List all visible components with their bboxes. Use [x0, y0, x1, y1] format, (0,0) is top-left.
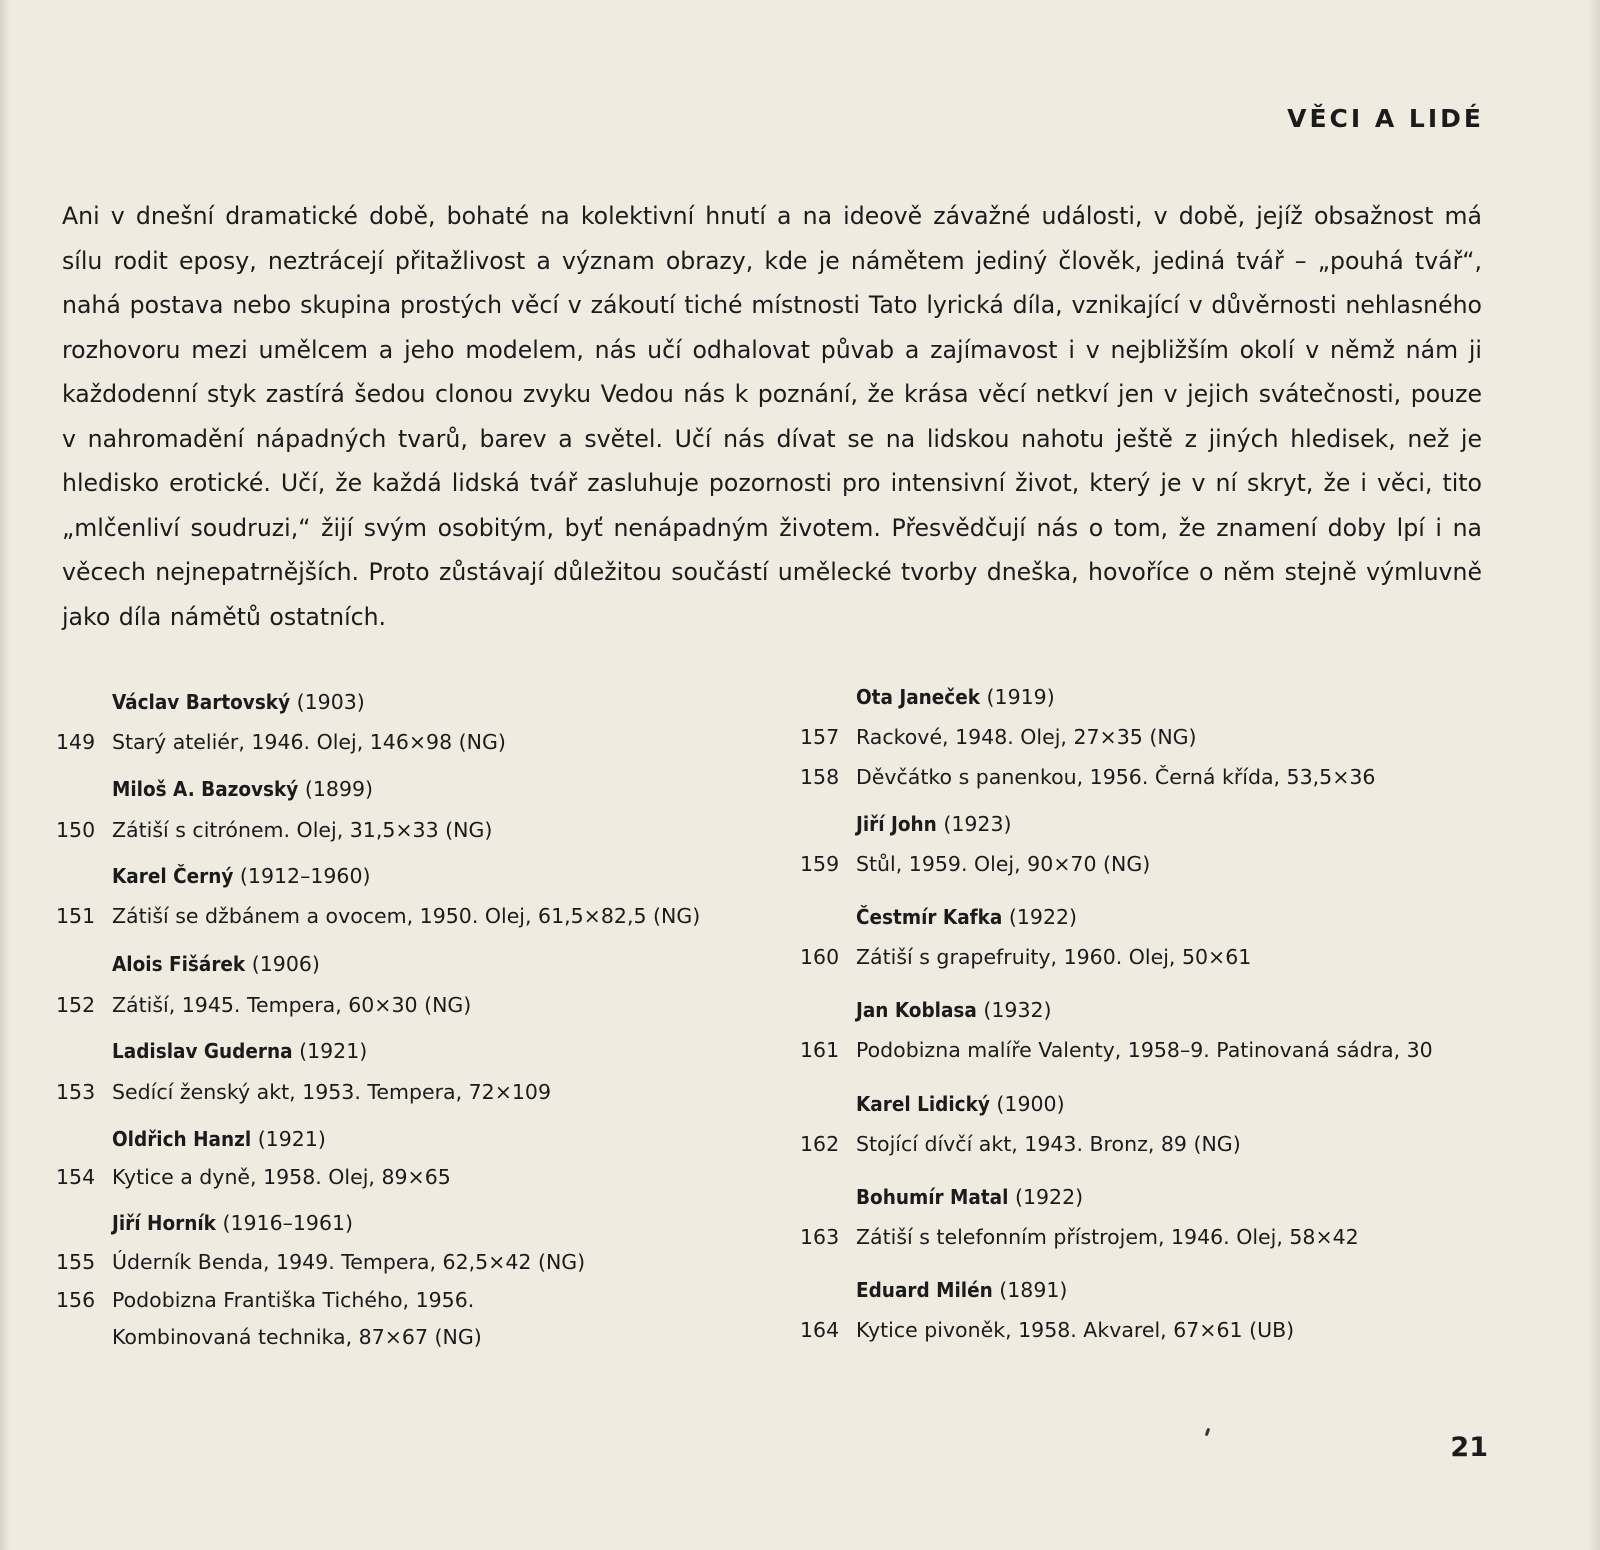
- artist-years: (1912–1960): [239, 864, 371, 888]
- catalog-item: [800, 945, 1251, 969]
- work-description: Zátiší, 1945. Tempera, 60×30 (NG): [112, 993, 472, 1017]
- catalog-number: 164: [800, 1318, 840, 1342]
- work-description: Podobizna Františka Tichého, 1956.: [112, 1288, 475, 1312]
- artist-name: Václav Bartovský: [112, 690, 291, 714]
- artist-years: (1899): [304, 777, 374, 801]
- work-description: Děvčátko s panenkou, 1956. Černá křída, 53,5×36: [856, 765, 1376, 789]
- work-description: Zátiší s telefonním přístrojem, 1946. Olej, 58×42: [856, 1225, 1359, 1249]
- artist-entry: [56, 690, 365, 714]
- catalog-item: [56, 818, 492, 842]
- artist-name: Miloš A. Bazovský: [112, 777, 299, 801]
- artist-name: Alois Fišárek: [112, 952, 246, 976]
- catalog-item-continuation: [56, 1325, 482, 1349]
- catalog-number: 159: [800, 852, 840, 876]
- artist-years: (1919): [986, 685, 1055, 709]
- catalog-item: [56, 1080, 551, 1104]
- artist-years: (1903): [296, 690, 365, 714]
- artist-years: (1906): [251, 952, 320, 976]
- work-description: Zátiší se džbánem a ovocem, 1950. Olej, 61,5×82,5 (NG): [112, 904, 701, 928]
- artist-entry: [800, 812, 1012, 836]
- artist-entry: [56, 1127, 326, 1151]
- artist-entry: [56, 1039, 367, 1063]
- artist-name: Čestmír Kafka: [856, 905, 1003, 929]
- artist-name: Karel Černý: [112, 864, 234, 888]
- artist-entry: [800, 905, 1077, 929]
- catalog-number: 150: [56, 818, 96, 842]
- work-description: Zátiší s grapefruity, 1960. Olej, 50×61: [856, 945, 1252, 969]
- artist-name: Ladislav Guderna: [112, 1039, 293, 1063]
- artist-entry: [56, 1211, 353, 1235]
- section-title: VĚCI A LIDÉ: [1287, 104, 1484, 133]
- catalog-item: [800, 1038, 1433, 1062]
- artist-entry: [800, 1278, 1067, 1302]
- catalog-number: 160: [800, 945, 840, 969]
- page-edge-shadow: [0, 0, 10, 1550]
- catalog-number: 152: [56, 993, 96, 1017]
- catalog-item: [56, 1250, 585, 1274]
- page-number: 21: [1450, 1432, 1488, 1463]
- catalog-item: [800, 1225, 1359, 1249]
- artist-years: (1922): [1014, 1185, 1084, 1209]
- artist-years: (1922): [1008, 905, 1078, 929]
- work-description: Starý ateliér, 1946. Olej, 146×98 (NG): [112, 730, 506, 754]
- catalog-number: 153: [56, 1080, 96, 1104]
- catalog-number: 157: [800, 725, 840, 749]
- catalog-item: [56, 904, 700, 928]
- catalog-number: 161: [800, 1038, 840, 1062]
- artist-name: Bohumír Matal: [856, 1185, 1009, 1209]
- artist-years: (1921): [257, 1127, 326, 1151]
- artist-years: (1900): [996, 1092, 1065, 1116]
- artist-name: Jan Koblasa: [856, 998, 977, 1022]
- work-description: Stojící dívčí akt, 1943. Bronz, 89 (NG): [856, 1132, 1241, 1156]
- artist-entry: [800, 685, 1055, 709]
- work-description: Úderník Benda, 1949. Tempera, 62,5×42 (NG): [112, 1250, 586, 1274]
- intro-paragraph: Ani v dnešní dramatické době, bohaté na kolektivní hnutí a na ideově závažné události, v době, jejíž obsažnost má sílu rodit eposy, neztrácejí přitažlivost a význam obrazy, kde je námětem jediný člověk, jediná tvář – „pouhá tvář“, nahá postava nebo skupina prostých věcí v zákoutí tiché místnosti Tato lyrická díla, vznikající v důvěrnosti nehlasného rozhovoru mezi umělcem a jeho modelem, nás učí odhalovat půvab a zajímavost i v nejbližším okolí v němž nám ji každodenní styk zastírá šedou clonou zvyku Vedou nás k poznání, že krása věcí netkví jen v jejich svátečnosti, pouze v nahromadění nápadných tvarů, barev a světel. Učí nás dívat se na lidskou nahotu ještě z jiných hledisek, než je hledisko erotické. Učí, že každá lidská tvář zasluhuje pozornosti pro intensivní život, který je v ní skryt, že i věci, tito „mlčenliví soudruzi,“ žijí svým osobitým, byť nenápadným životem. Přesvědčují nás o tom, že znamení doby lpí i na věcech nejnepatrnějších. Proto zůstávají důležitou součástí umělecké tvorby dneška, hovoříce o něm stejně výmluvně jako díla námětů ostatních.: [62, 202, 1482, 631]
- catalog-number: 154: [56, 1165, 96, 1189]
- catalog-number: 155: [56, 1250, 96, 1274]
- catalog-item: [56, 1165, 451, 1189]
- artist-name: Eduard Milén: [856, 1278, 993, 1302]
- work-description: Stůl, 1959. Olej, 90×70 (NG): [856, 852, 1151, 876]
- artist-entry: [800, 1185, 1083, 1209]
- artist-years: (1923): [943, 812, 1012, 836]
- catalog-item: [56, 730, 506, 754]
- catalog-number: 163: [800, 1225, 840, 1249]
- artist-years: (1916–1961): [222, 1211, 354, 1235]
- work-description: Kytice a dyně, 1958. Olej, 89×65: [112, 1165, 451, 1189]
- artist-entry: [56, 777, 373, 801]
- catalog-item: [800, 725, 1197, 749]
- catalog-number: 151: [56, 904, 96, 928]
- artist-name: Ota Janeček: [856, 685, 981, 709]
- catalog-item: [800, 1132, 1241, 1156]
- artist-years: (1891): [999, 1278, 1068, 1302]
- catalog-item: [800, 765, 1375, 789]
- print-speck: [1205, 1428, 1211, 1437]
- artist-entry: [56, 952, 320, 976]
- artist-entry: [800, 998, 1052, 1022]
- work-description: Zátiší s citrónem. Olej, 31,5×33 (NG): [112, 818, 493, 842]
- work-description: Kytice pivoněk, 1958. Akvarel, 67×61 (UB): [856, 1318, 1295, 1342]
- artist-name: Jiří Horník: [112, 1211, 216, 1235]
- artist-name: Jiří John: [856, 812, 937, 836]
- catalog-item: [800, 1318, 1294, 1342]
- work-description: Rackové, 1948. Olej, 27×35 (NG): [856, 725, 1197, 749]
- catalog-item: [56, 993, 471, 1017]
- work-description: Sedící ženský akt, 1953. Tempera, 72×109: [112, 1080, 552, 1104]
- catalog-number: 162: [800, 1132, 840, 1156]
- catalog-number: 156: [56, 1288, 96, 1312]
- work-description: Kombinovaná technika, 87×67 (NG): [112, 1325, 482, 1349]
- page-edge-shadow-right: [1588, 0, 1600, 1550]
- catalog-item: [800, 852, 1150, 876]
- artist-years: (1921): [299, 1039, 368, 1063]
- catalog-number: 149: [56, 730, 96, 754]
- artist-entry: [800, 1092, 1065, 1116]
- work-description: Podobizna malíře Valenty, 1958–9. Patinovaná sádra, 30: [856, 1038, 1433, 1062]
- artist-name: Karel Lidický: [856, 1092, 990, 1116]
- artist-years: (1932): [983, 998, 1052, 1022]
- catalog-number: 158: [800, 765, 840, 789]
- artist-entry: [56, 864, 371, 888]
- catalog-item: [56, 1288, 474, 1312]
- artist-name: Oldřich Hanzl: [112, 1127, 252, 1151]
